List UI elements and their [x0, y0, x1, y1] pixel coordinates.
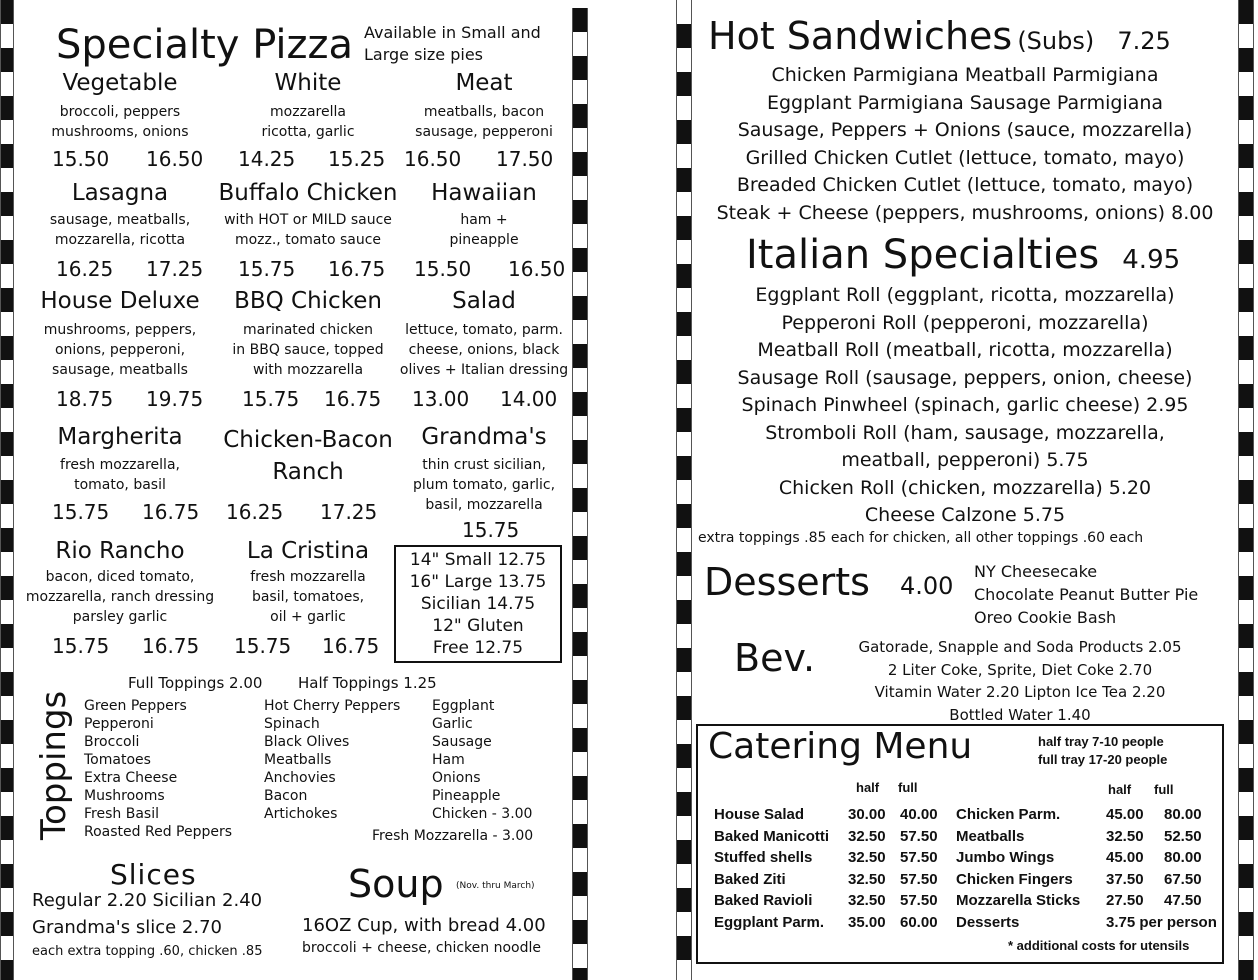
catering-full-price: 57.50	[900, 849, 938, 866]
catering-row	[714, 849, 938, 866]
soup-line-1: 16OZ Cup, with bread 4.00	[302, 915, 546, 936]
pizza-name: Margherita	[57, 424, 183, 450]
catering-row	[956, 806, 1202, 823]
catering-row	[714, 828, 938, 845]
catering-title: Catering Menu	[708, 726, 973, 767]
pizza-price-small: 15.75	[462, 518, 520, 542]
topping-item: Pepperoni	[84, 716, 154, 732]
pizza-name: Grandma's	[421, 424, 547, 450]
italian-item: Spinach Pinwheel (spinach, garlic cheese) 2.95	[741, 394, 1189, 416]
pizza-description: marinated chicken	[242, 322, 373, 338]
pizza-price-small: 16.50	[404, 147, 462, 171]
catering-item-name: Baked Ravioli	[714, 892, 813, 909]
size-price-item: 14" Small 12.75	[409, 550, 547, 570]
topping-item: Roasted Red Peppers	[84, 824, 233, 840]
italian-item: Eggplant Roll (eggplant, ricotta, mozzarella)	[755, 284, 1175, 306]
catering-item-name: Jumbo Wings	[956, 849, 1055, 866]
topping-item: Chicken - 3.00	[432, 806, 533, 822]
topping-item: Mushrooms	[84, 788, 165, 804]
size-price-item: Free 12.75	[432, 638, 524, 658]
hot-sandwich-item: Chicken Parmigiana Meatball Parmigiana	[771, 64, 1159, 86]
topping-item: Onions	[432, 770, 481, 786]
pizza-price-small: 18.75	[56, 387, 114, 411]
catering-item-name: Chicken Fingers	[956, 870, 1073, 888]
pizza-price-small: 15.75	[242, 387, 300, 411]
pizza-name: Meat	[455, 70, 513, 96]
pizza-price-large: 16.75	[328, 257, 386, 281]
topping-item: Bacon	[264, 788, 308, 804]
topping-item: Extra Cheese	[84, 770, 178, 786]
pizza-price-large: 16.50	[508, 257, 566, 281]
pizza-description: fresh mozzarella	[250, 569, 366, 585]
pizza-price-small: 15.75	[52, 500, 110, 524]
pizza-description: broccoli, peppers	[59, 104, 181, 120]
topping-item: Tomatoes	[84, 752, 151, 768]
toppings-column-2	[264, 697, 400, 823]
catering-row	[956, 871, 1202, 888]
catering-half-price: 32.50	[848, 827, 886, 845]
hot-sandwich-item: Sausage, Peppers + Onions (sauce, mozzarella)	[737, 119, 1193, 141]
catering-row	[714, 914, 938, 931]
catering-half-price: 32.50	[848, 870, 886, 888]
italian-item: Meatball Roll (meatball, ricotta, mozzarella)	[757, 339, 1173, 361]
pizza-description: plum tomato, garlic,	[412, 477, 556, 493]
pizza-price-small: 15.75	[234, 634, 292, 658]
pizza-description: onions, pepperoni,	[54, 342, 186, 358]
catering-right-half-header: half	[1108, 782, 1132, 797]
slices-line-2: Grandma's slice 2.70	[32, 917, 222, 938]
topping-item: Meatballs	[264, 752, 332, 768]
catering-half-price: 30.00	[848, 806, 886, 823]
toppings-heading: Toppings	[34, 690, 74, 840]
pizza-price-large: 15.25	[328, 147, 386, 171]
pizza-price-large: 17.25	[146, 257, 204, 281]
full-toppings-price: Full Toppings 2.00	[128, 674, 263, 692]
catering-note-2: full tray 17-20 people	[1038, 752, 1168, 767]
hot-sandwiches-subs: (Subs)	[1017, 27, 1095, 55]
topping-item: Fresh Mozzarella - 3.00	[372, 828, 534, 844]
topping-item: Broccoli	[84, 734, 140, 750]
pizza-description: basil, mozzarella	[425, 497, 543, 513]
pizza-price-large: 16.75	[142, 500, 200, 524]
catering-full-price: 60.00	[900, 913, 938, 931]
italian-item: meatball, pepperoni) 5.75	[841, 449, 1089, 471]
bev-title: Bev.	[734, 636, 816, 680]
checker-border-right-inner	[676, 0, 692, 980]
pizza-description: fresh mozzarella,	[60, 457, 180, 473]
catering-full-price: 57.50	[900, 892, 938, 909]
slices-title: Slices	[110, 858, 197, 891]
checker-border-left-edge	[0, 0, 14, 980]
catering-half-price: 37.50	[1106, 870, 1144, 888]
size-price-item: 12" Gluten	[432, 616, 524, 636]
pizza-name: Chicken-Bacon Ranch	[223, 427, 393, 485]
pizza-description: pineapple	[449, 232, 519, 248]
catering-right-full-header: full	[1154, 782, 1174, 797]
pizza-price-small: 15.50	[414, 257, 472, 281]
pizza-description: sausage, meatballs,	[49, 212, 191, 228]
beverage-item: Vitamin Water 2.20 Lipton Ice Tea 2.20	[874, 683, 1166, 701]
topping-item: Fresh Basil	[84, 806, 159, 822]
catering-half-price: 45.00	[1106, 806, 1144, 823]
catering-half-price: 3.75 per person	[1106, 913, 1217, 931]
catering-full-price: 57.50	[900, 870, 938, 888]
pizza-description: with mozzarella	[252, 362, 364, 378]
catering-row	[956, 828, 1202, 845]
pizza-price-large: 16.75	[324, 387, 382, 411]
catering-box	[696, 724, 1224, 964]
pizza-description: with HOT or MILD sauce	[224, 212, 392, 228]
catering-full-price: 47.50	[1164, 892, 1202, 909]
topping-item: Green Peppers	[84, 698, 187, 714]
hot-sandwiches-title: Hot Sandwiches	[708, 14, 1013, 58]
soup-note: (Nov. thru March)	[456, 881, 535, 891]
pizza-price-small: 15.75	[238, 257, 296, 281]
desserts-list	[974, 560, 1198, 629]
soup-title: Soup	[348, 862, 444, 906]
pizza-price-large: 19.75	[146, 387, 204, 411]
hot-sandwich-item: Grilled Chicken Cutlet (lettuce, tomato, mayo)	[745, 146, 1185, 169]
bev-list	[830, 636, 1210, 726]
checker-border-right-edge	[1238, 0, 1254, 980]
italian-item: Pepperoni Roll (pepperoni, mozzarella)	[781, 311, 1149, 334]
catering-item-name: Mozzarella Sticks	[956, 892, 1081, 909]
size-price-item: 16" Large 13.75	[409, 572, 547, 592]
pizza-description: mozz., tomato sauce	[234, 232, 382, 248]
italian-item: Chicken Roll (chicken, mozzarella) 5.20	[778, 476, 1152, 499]
pizza-price-large: 16.50	[146, 147, 204, 171]
hot-sandwiches-header	[708, 14, 1171, 58]
pizza-name: House Deluxe	[40, 288, 200, 314]
italian-list	[700, 282, 1230, 530]
catering-footer: * additional costs for utensils	[1008, 938, 1190, 953]
catering-row	[956, 913, 1217, 931]
catering-half-price: 32.50	[1106, 827, 1144, 845]
italian-item: Cheese Calzone 5.75	[864, 504, 1066, 526]
topping-item: Sausage	[432, 734, 492, 750]
catering-item-name: Eggplant Parm.	[714, 913, 825, 931]
hot-sandwiches-price: 7.25	[1117, 27, 1171, 55]
pizza-description: bacon, diced tomato,	[45, 569, 195, 585]
pizza-description: thin crust sicilian,	[422, 457, 546, 473]
catering-item-name: Chicken Parm.	[956, 806, 1061, 823]
pizza-price-small: 15.75	[52, 634, 110, 658]
topping-item: Artichokes	[264, 806, 338, 822]
pizza-price-large: 16.75	[142, 634, 200, 658]
hot-sandwich-item: Steak + Cheese (peppers, mushrooms, onions) 8.00	[716, 201, 1214, 224]
catering-item-name: Baked Manicotti	[714, 827, 830, 845]
catering-full-price: 57.50	[900, 827, 938, 845]
desserts-title: Desserts	[704, 560, 870, 604]
pizza-description: meatballs, bacon	[423, 104, 545, 120]
beverage-item: 2 Liter Coke, Sprite, Diet Coke 2.70	[887, 660, 1153, 679]
pizza-description: lettuce, tomato, parm.	[405, 322, 563, 338]
extra-toppings-note: extra toppings .85 each for chicken, all other toppings .60 each	[698, 530, 1144, 546]
pizza-description: olives + Italian dressing	[399, 362, 569, 378]
pizza-description: parsley garlic	[72, 609, 168, 625]
pizza-name: Hawaiian	[431, 180, 537, 206]
toppings-column-3	[372, 697, 534, 844]
pizza-price-small: 16.25	[56, 257, 114, 281]
beverage-item: Gatorade, Snapple and Soda Products 2.05	[858, 638, 1182, 656]
topping-item: Eggplant	[432, 698, 495, 714]
pizza-price-small: 13.00	[412, 387, 470, 411]
catering-half-price: 45.00	[1106, 849, 1144, 866]
pizza-price-large: 16.75	[322, 634, 380, 658]
pizza-description: basil, tomatoes,	[251, 589, 365, 605]
italian-item: Stromboli Roll (ham, sausage, mozzarella,	[765, 421, 1165, 444]
pizza-name: Rio Rancho	[55, 538, 185, 564]
topping-item: Black Olives	[264, 734, 350, 750]
hot-sandwich-item: Breaded Chicken Cutlet (lettuce, tomato, mayo)	[736, 174, 1194, 196]
checker-border-left-inner	[572, 8, 588, 980]
catering-half-price: 35.00	[848, 913, 886, 931]
catering-row	[714, 806, 938, 823]
pizza-description: ricotta, garlic	[261, 124, 355, 140]
catering-half-price: 27.50	[1106, 892, 1144, 909]
pizza-name: Buffalo Chicken	[218, 180, 398, 206]
topping-item: Garlic	[432, 716, 473, 732]
sizes-list	[396, 547, 560, 659]
italian-price: 4.95	[1122, 245, 1181, 275]
catering-item-name: Baked Ziti	[714, 870, 786, 888]
catering-item-name: Stuffed shells	[714, 849, 813, 866]
dessert-item: Oreo Cookie Bash	[974, 608, 1117, 627]
hot-sandwiches-list	[700, 62, 1230, 227]
topping-item: Hot Cherry Peppers	[264, 698, 401, 714]
pizza-description: tomato, basil	[74, 477, 166, 493]
pizza-name: BBQ Chicken	[234, 288, 382, 314]
sizes-box	[394, 545, 562, 663]
italian-item: Sausage Roll (sausage, peppers, onion, cheese)	[737, 366, 1193, 389]
catering-row	[956, 892, 1202, 909]
pizza-price-large: 17.25	[320, 500, 378, 524]
catering-half-price: 32.50	[848, 849, 886, 866]
pizza-price-large: 17.50	[496, 147, 554, 171]
dessert-item: Chocolate Peanut Butter Pie	[974, 585, 1199, 604]
pizza-name: La Cristina	[246, 538, 370, 564]
size-subtitle-text: Available in Small and Large size pies	[364, 23, 541, 64]
pizza-description: mozzarella	[270, 104, 346, 120]
soup-line-2: broccoli + cheese, chicken noodle	[302, 940, 541, 956]
catering-row	[714, 892, 938, 909]
catering-item-name: Desserts	[956, 913, 1020, 931]
catering-full-price: 80.00	[1164, 849, 1202, 866]
catering-half-price: 32.50	[848, 892, 886, 909]
catering-row	[714, 871, 938, 888]
catering-item-name: Meatballs	[956, 827, 1025, 845]
pizza-description: ham +	[460, 212, 508, 228]
pizza-description: mushrooms, peppers,	[43, 322, 197, 338]
catering-full-price: 80.00	[1164, 806, 1202, 823]
pizza-name: Lasagna	[71, 180, 169, 206]
pizza-price-small: 15.50	[52, 147, 110, 171]
pizza-name: Salad	[452, 288, 516, 314]
italian-title: Italian Specialties	[746, 232, 1100, 278]
pizza-description: mushrooms, onions	[51, 124, 189, 140]
topping-item: Pineapple	[432, 788, 501, 804]
catering-item-name: House Salad	[714, 806, 805, 823]
slices-line-1: Regular 2.20 Sicilian 2.40	[32, 890, 263, 911]
pizza-price-large: 14.00	[500, 387, 558, 411]
catering-row	[956, 849, 1202, 866]
topping-item: Anchovies	[264, 770, 336, 786]
pizza-description: sausage, meatballs	[52, 362, 188, 378]
pizza-description: mozzarella, ricotta	[54, 232, 186, 248]
desserts-price: 4.00	[900, 572, 954, 600]
pizza-description: cheese, onions, black	[408, 342, 560, 358]
slices-line-3: each extra topping .60, chicken .85	[32, 944, 263, 959]
dessert-item: NY Cheesecake	[974, 562, 1098, 581]
italian-header	[746, 232, 1180, 278]
pizza-name: White	[274, 70, 342, 96]
catering-full-price: 52.50	[1164, 827, 1202, 845]
catering-full-price: 67.50	[1164, 870, 1202, 888]
pizza-name: Vegetable	[62, 70, 178, 96]
catering-note-1: half tray 7-10 people	[1038, 734, 1164, 749]
catering-left-full-header: full	[898, 780, 918, 795]
pizza-description: mozzarella, ranch dressing	[25, 589, 215, 605]
pizza-description: in BBQ sauce, topped	[232, 342, 384, 358]
catering-full-price: 40.00	[900, 806, 938, 823]
topping-item: Ham	[432, 752, 465, 768]
catering-left-half-header: half	[856, 780, 880, 795]
topping-item: Spinach	[264, 716, 320, 732]
size-subtitle	[364, 22, 559, 66]
pizza-price-small: 16.25	[226, 500, 284, 524]
hot-sandwich-item: Eggplant Parmigiana Sausage Parmigiana	[766, 91, 1164, 114]
pizza-price-small: 14.25	[238, 147, 296, 171]
beverage-item: Bottled Water 1.40	[949, 705, 1091, 724]
pizza-description: oil + garlic	[270, 609, 346, 625]
half-toppings-price: Half Toppings 1.25	[298, 674, 437, 692]
pizza-description: sausage, pepperoni	[415, 124, 553, 140]
toppings-column-1	[84, 697, 232, 841]
size-price-item: Sicilian 14.75	[420, 594, 536, 614]
specialty-pizza-title: Specialty Pizza	[56, 22, 354, 68]
